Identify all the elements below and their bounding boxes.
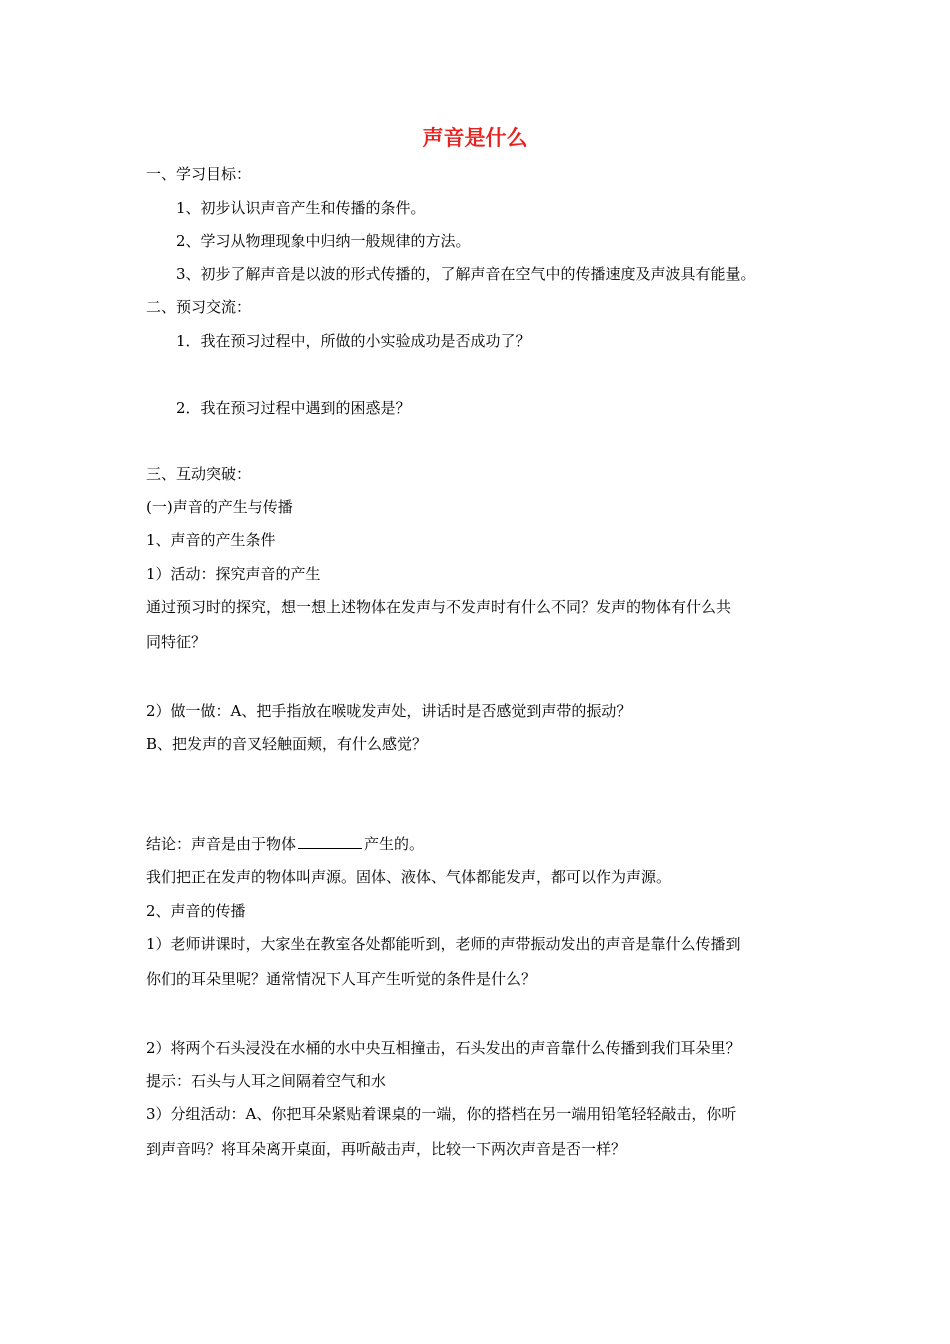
document-title: 声音是什么 [422,126,528,150]
section-heading-preview: 二、预习交流： [146,298,252,316]
try-it-b: B、把发声的音叉轻触面颊，有什么感觉？ [146,735,428,753]
activity-title: 1）活动：探究声音的产生 [146,565,321,583]
objective-item-1: 1、初步认识声音产生和传播的条件。 [176,199,426,217]
objective-item-2: 2、学习从物理现象中归纳一般规律的方法。 [176,232,471,250]
question-line: 3）分组活动：A、你把耳朵紧贴着课桌的一端，你的搭档在另一端用铅笔轻轻敲击，你听 [146,1105,737,1123]
question-line: 同特征？ [146,633,207,651]
topic-sound-production: 1、声音的产生条件 [146,531,276,549]
try-it-a: 2）做一做：A、把手指放在喉咙发声处，讲话时是否感觉到声带的振动？ [146,702,632,720]
question-line: 2）将两个石头浸没在水桶的水中央互相撞击，石头发出的声音靠什么传播到我们耳朵里？ [146,1039,741,1057]
hint-line: 提示：石头与人耳之间隔着空气和水 [146,1072,387,1090]
conclusion-suffix: 产生的。 [364,835,425,853]
preview-question-2: 2．我在预习过程中遇到的困惑是？ [176,399,411,417]
question-line: 通过预习时的探究，想一想上述物体在发声与不发声时有什么不同？发声的物体有什么共 [146,598,732,616]
question-line: 1）老师讲课时，大家坐在教室各处都能听到，老师的声带振动发出的声音是靠什么传播到 [146,935,741,953]
fill-in-blank[interactable] [298,834,362,849]
section-heading-objectives: 一、学习目标： [146,165,252,183]
objective-item-3: 3、初步了解声音是以波的形式传播的，了解声音在空气中的传播速度及声波具有能量。 [176,265,756,283]
question-line: 到声音吗？将耳朵离开桌面，再听敲击声，比较一下两次声音是否一样？ [146,1140,627,1158]
sound-source-definition: 我们把正在发声的物体叫声源。固体、液体、气体都能发声，都可以作为声源。 [146,868,672,886]
section-heading-interaction: 三、互动突破： [146,465,252,483]
conclusion-line [146,834,424,854]
question-line: 你们的耳朵里呢？通常情况下人耳产生听觉的条件是什么？ [146,970,537,988]
conclusion-prefix: 结论：声音是由于物体 [146,835,297,853]
topic-sound-propagation: 2、声音的传播 [146,902,246,920]
preview-question-1: 1．我在预习过程中，所做的小实验成功是否成功了？ [176,332,531,350]
subsection-title: (一)声音的产生与传播 [146,498,293,516]
